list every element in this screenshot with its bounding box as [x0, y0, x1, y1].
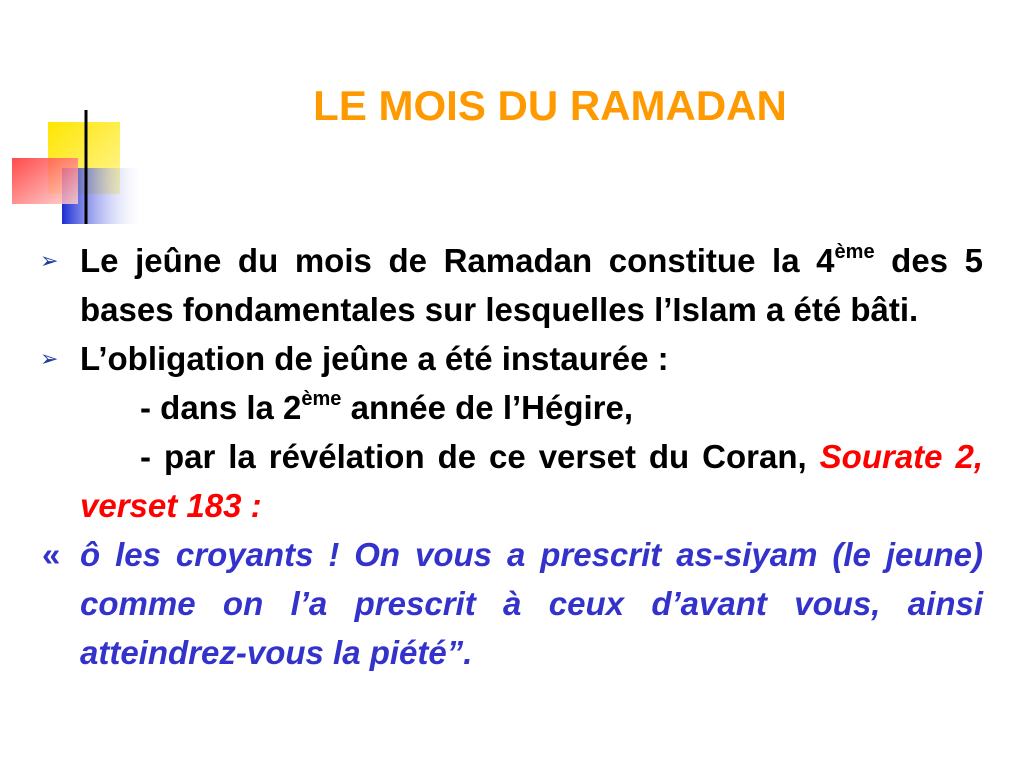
quran-quote: [42, 530, 983, 677]
sub-item-text-part: - dans la 2: [140, 389, 302, 426]
bullet-text-part: Le jeûne du mois de Ramadan constitue la 4: [80, 242, 835, 279]
arrow-bullet-icon: ➢: [40, 346, 59, 371]
slide-body: [40, 236, 983, 677]
bullet-item: [40, 334, 983, 383]
sub-item: [80, 383, 983, 432]
bullet-text-part: des 5 bases fondamentales sur lesquelles l’Islam a été bâti.: [80, 242, 983, 328]
arrow-bullet-icon: ➢: [40, 248, 59, 273]
superscript-ordinal: ème: [834, 241, 875, 263]
page-title: LE MOIS DU RAMADAN: [313, 82, 787, 129]
bullet-text: L’obligation de jeûne a été instaurée :: [80, 340, 669, 377]
red-square: [12, 158, 78, 204]
sub-item: [80, 432, 983, 530]
quote-open-mark: «: [42, 536, 61, 573]
quote-text: ô les croyants ! On vous a prescrit as-siyam (le jeune) comme on l’a prescrit à ceux d’avant vous, ainsi atteindrez-vous la piété”.: [80, 536, 983, 671]
bullet-item: [40, 236, 983, 334]
sub-item-text: - par la révélation de ce verset du Coran,: [140, 438, 807, 475]
sub-item-text-part: année de l’Hégire,: [341, 389, 634, 426]
superscript-ordinal: ème: [301, 388, 342, 410]
quran-reference: Sourate 2, verset 183 :: [80, 438, 983, 524]
